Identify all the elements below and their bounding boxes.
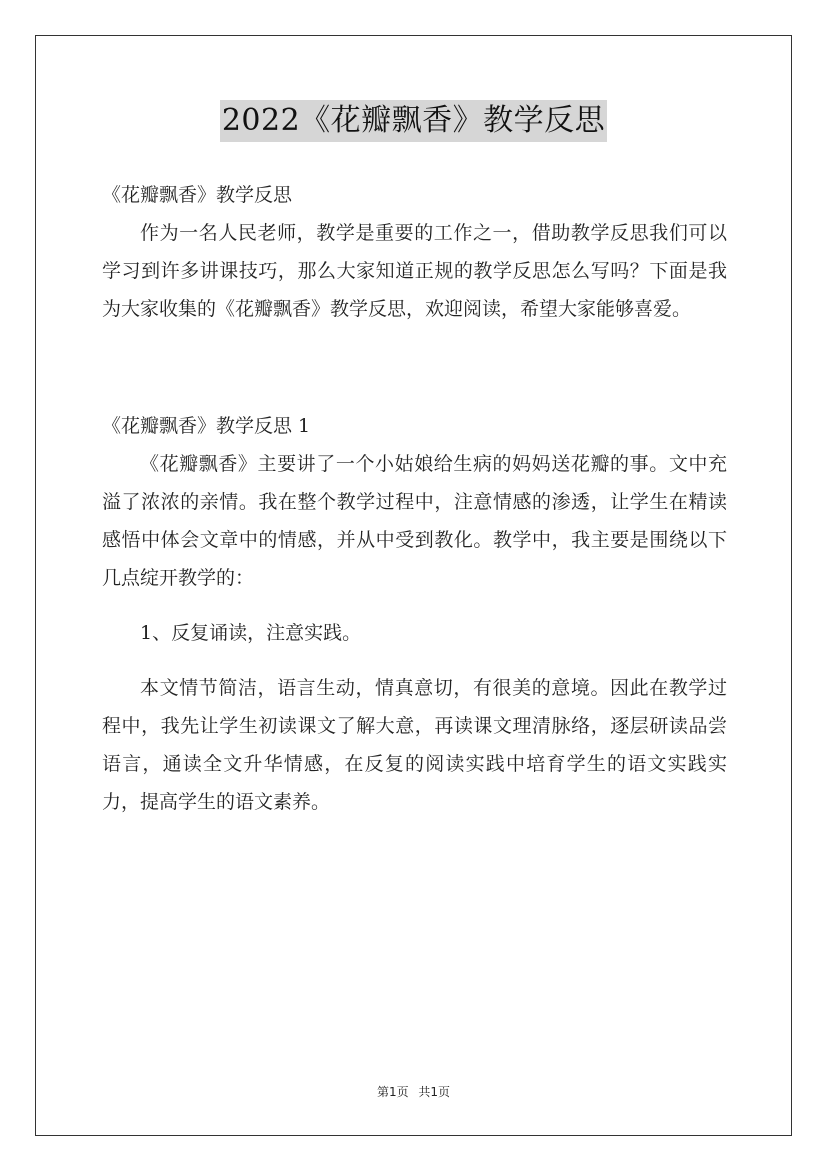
document-title: 2022《花瓣飘香》教学反思 (220, 100, 607, 142)
point1-paragraph: 本文情节简洁，语言生动，情真意切，有很美的意境。因此在教学过程中，我先让学生初读课文了解大意，再读课文理清脉络，逐层研读品尝语言，通读全文升华情感，在反复的阅读实践中培育学生的语文实践实力，提高学生的语文素养。 (102, 677, 727, 813)
title-container (0, 100, 827, 142)
point1-heading: 1、反复诵读，注意实践。 (140, 622, 362, 644)
document-body (102, 176, 727, 838)
section-spacer (102, 345, 727, 407)
page-number: 第1页 (376, 1085, 409, 1099)
intro-heading: 《花瓣飘香》教学反思 (102, 184, 293, 206)
section1-paragraph: 《花瓣飘香》主要讲了一个小姑娘给生病的妈妈送花瓣的事。文中充溢了浓浓的亲情。我在整个教学过程中，注意情感的渗透，让学生在精读感悟中体会文章中的情感，并从中受到教化。教学中，我主要是围绕以下几点绽开教学的： (102, 453, 727, 589)
section1-heading: 《花瓣飘香》教学反思 1 (102, 415, 311, 437)
total-pages: 共1页 (418, 1085, 451, 1099)
page-footer (0, 1083, 827, 1100)
intro-paragraph: 作为一名人民老师，教学是重要的工作之一，借助教学反思我们可以学习到许多讲课技巧，那么大家知道正规的教学反思怎么写吗？下面是我为大家收集的《花瓣飘香》教学反思，欢迎阅读，希望大家能够喜爱。 (102, 222, 727, 320)
